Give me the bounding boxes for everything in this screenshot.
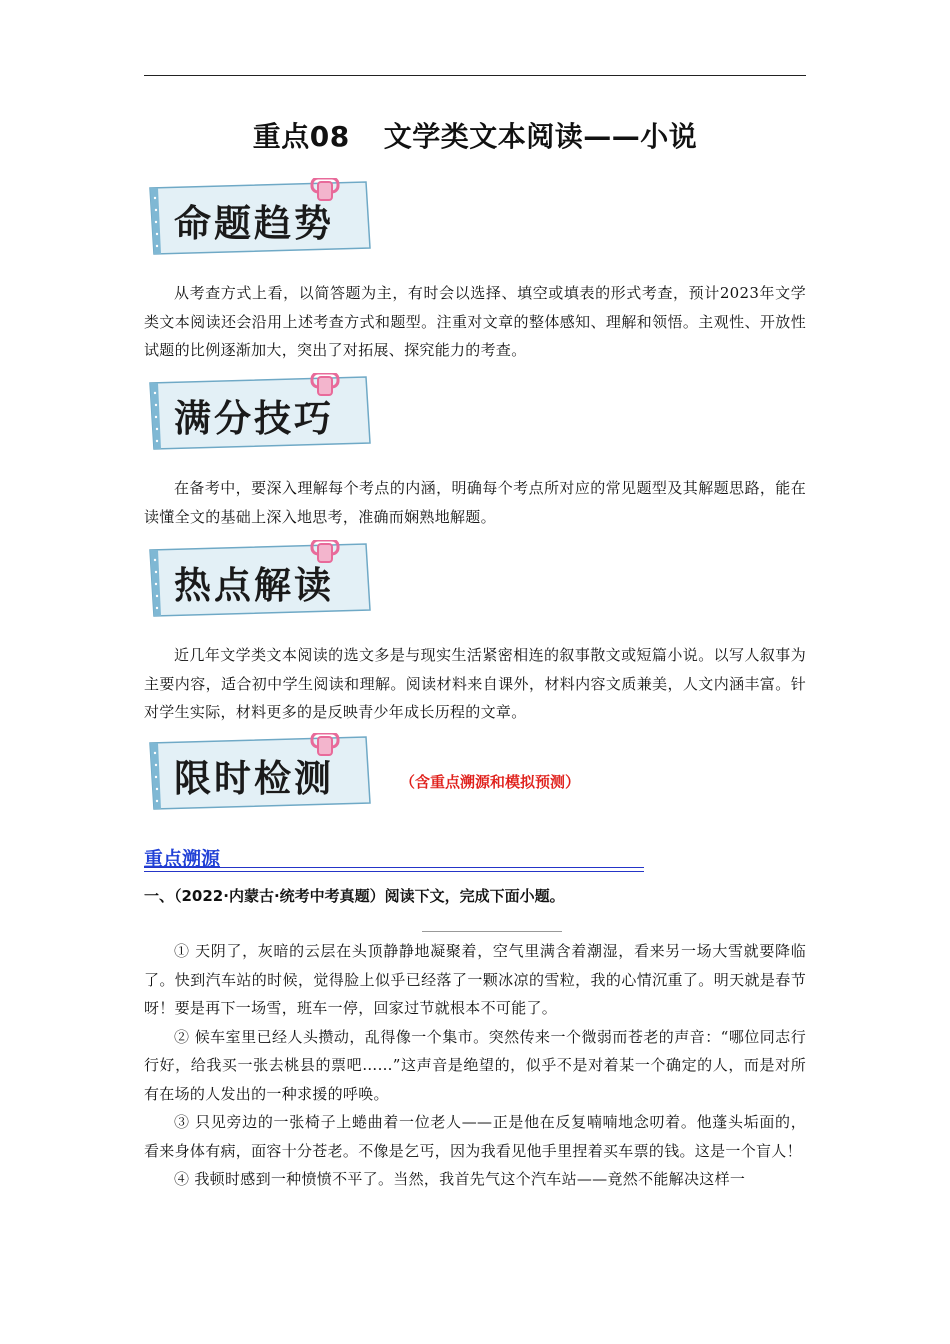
paragraph-text: 近几年文学类文本阅读的选文多是与现实生活紧密相连的叙事散文或短篇小说。以写人叙事为主要内容，适合初中学生阅读和理解。阅读材料来自课外，材料内容文质兼美，人文内涵丰富。针对学生实际，材料更多的是反映青少年成长历程的文章。: [144, 646, 806, 721]
heading-rule-thin: [144, 871, 644, 872]
banner-hotspot: [144, 540, 374, 622]
title-part-number: 重点08: [252, 120, 350, 153]
paragraph-skills: [144, 474, 806, 531]
banner-skills: [144, 373, 374, 455]
story-text: [144, 937, 806, 1194]
test-note: （含重点溯源和模拟预测）: [400, 773, 581, 791]
question-prompt: 一、（2022·内蒙古·统考中考真题）阅读下文，完成下面小题。: [144, 887, 565, 905]
banner-test: [144, 733, 374, 815]
paragraph-text: 在备考中，要深入理解每个考点的内涵，明确每个考点所对应的常见题型及其解题思路，能在读懂全文的基础上深入地思考，准确而娴熟地解题。: [144, 479, 806, 526]
paragraph-text: 从考查方式上看，以简答题为主，有时会以选择、填空或填表的形式考查，预计2023年文学类文本阅读还会沿用上述考查方式和题型。注重对文章的整体感知、理解和领悟。主观性、开放性试题的比例逐渐加大，突出了对拓展、探究能力的考查。: [144, 284, 806, 359]
banner-label: 热点解读: [174, 563, 334, 607]
story-paragraph: ② 候车室里已经人头攒动，乱得像一个集市。突然传来一个微弱而苍老的声音：“哪位同志行行好，给我买一张去桃县的票吧……”这声音是绝望的，似乎不是对着某一个确定的人，而是对所有在场的人发出的一种求援的呼唤。: [144, 1027, 806, 1103]
story-paragraph: ④ 我顿时感到一种愤愤不平了。当然，我首先气这个汽车站——竟然不能解决这样一: [174, 1170, 746, 1188]
story-paragraph: ① 天阴了，灰暗的云层在头顶静静地凝聚着，空气里满含着潮湿，看来另一场大雪就要降临了。快到汽车站的时候，觉得脸上似乎已经落了一颗冰凉的雪粒，我的心情沉重了。明天就是春节呀！要是再下一场雪，班车一停，回家过节就根本不可能了。: [144, 942, 806, 1017]
title-part-topic: 文学类文本阅读——小说: [383, 120, 698, 153]
paragraph-hotspot: [144, 641, 806, 727]
banner-label: 满分技巧: [174, 396, 334, 440]
paragraph-trend: [144, 279, 806, 365]
divider: [422, 931, 562, 932]
banner-label: 命题趋势: [174, 201, 334, 245]
page-title: [0, 115, 950, 155]
trace-heading: 重点溯源: [144, 848, 221, 870]
banner-label: 限时检测: [174, 756, 334, 800]
heading-rule: [144, 867, 644, 868]
story-paragraph: ③ 只见旁边的一张椅子上蜷曲着一位老人——正是他在反复喃喃地念叨着。他蓬头垢面的，看来身体有病，面容十分苍老。不像是乞丐，因为我看见他手里捏着买车票的钱。这是一个盲人！: [144, 1113, 806, 1160]
header-rule: [144, 75, 806, 76]
banner-trend: [144, 178, 374, 260]
